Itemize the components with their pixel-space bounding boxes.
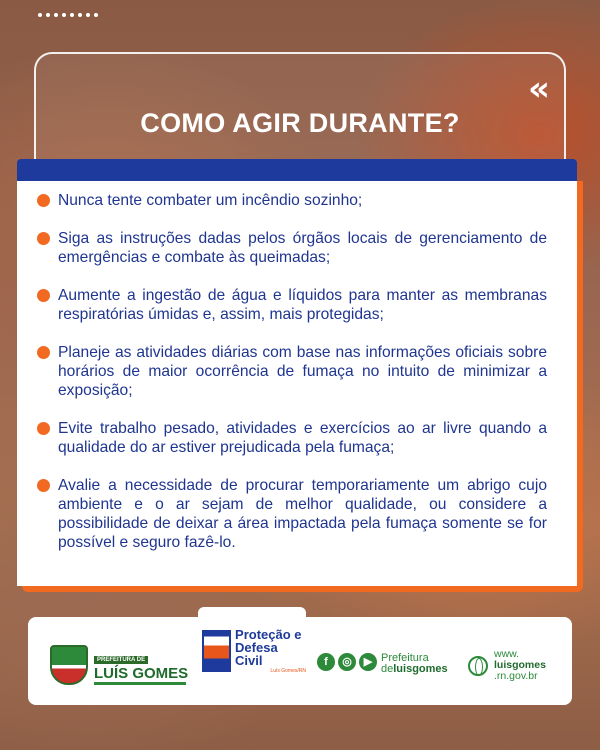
- city-crest-icon: [50, 645, 88, 685]
- bullet-dot-icon: [37, 194, 50, 207]
- list-item-text: Nunca tente combater um incêndio sozinho;: [58, 192, 363, 209]
- web-line2: luisgomes: [494, 659, 546, 671]
- web-line3: .rn.gov.br: [494, 670, 538, 682]
- luis-logo-small-text: PREFEITURA DE: [94, 656, 148, 664]
- footer-logos: [28, 617, 572, 705]
- globe-icon: [468, 656, 488, 676]
- list-item: [37, 286, 547, 324]
- handle-prefix: de: [381, 663, 394, 675]
- protecao-defesa-civil-logo: [198, 607, 306, 695]
- list-item-text: Siga as instruções dadas pelos órgãos locais de gerenciamento de emergências e combate às queimadas;: [58, 230, 547, 266]
- bullet-dot-icon: [37, 289, 50, 302]
- defesa-civil-emblem-icon: [202, 630, 231, 672]
- handle-name: luisgomes: [393, 663, 448, 675]
- list-item-text: Planeje as atividades diárias com base nas informações oficiais sobre horários de maior ocorrência de fumaça no intuito de minimizar a exposição;: [58, 344, 547, 399]
- bullet-dot-icon: [37, 422, 50, 435]
- instagram-icon[interactable]: ◎: [338, 653, 356, 671]
- guidance-card: [17, 181, 577, 586]
- list-item: [37, 191, 547, 210]
- list-item: [37, 343, 547, 400]
- double-chevron-left-icon[interactable]: «: [528, 69, 542, 109]
- guidance-list: [17, 181, 577, 552]
- luis-logo-underline: [94, 682, 186, 685]
- page-title: COMO AGIR DURANTE?: [140, 108, 460, 138]
- social-handle: [381, 653, 448, 675]
- list-item: [37, 229, 547, 267]
- web-line1: www.: [494, 648, 520, 660]
- bullet-dot-icon: [37, 346, 50, 359]
- list-item-text: Evite trabalho pesado, atividades e exercícios ao ar livre quando a qualidade do ar estiver prejudicada pela fumaça;: [58, 420, 547, 456]
- social-icons: [317, 653, 377, 671]
- facebook-icon[interactable]: f: [317, 653, 335, 671]
- youtube-icon[interactable]: ▶: [359, 653, 377, 671]
- handle-line1: Prefeitura: [381, 652, 429, 664]
- decorative-dots: [38, 13, 98, 17]
- list-item-text: Avalie a necessidade de procurar temporariamente um abrigo cujo ambiente e o ar sejam de melhor qualidade, ou considere a possibilidade de deixar a área impactada pela fumaça somente se for possível e seguro fazê-lo.: [58, 477, 547, 551]
- pdc-line1: Proteção e: [235, 627, 302, 642]
- prefeitura-luis-gomes-logo: [50, 645, 188, 685]
- luis-logo-name: LUÍS GOMES: [94, 664, 189, 682]
- list-item: [37, 419, 547, 457]
- list-item: [37, 476, 547, 552]
- website-link[interactable]: [468, 649, 546, 682]
- bullet-dot-icon: [37, 479, 50, 492]
- pdc-subtitle: Luís Gomes/RN: [270, 668, 306, 674]
- list-item-text: Aumente a ingestão de água e líquidos para manter as membranas respiratórias úmidas e, assim, mais protegidas;: [58, 287, 547, 323]
- pdc-line2: Defesa Civil: [235, 640, 278, 668]
- bullet-dot-icon: [37, 232, 50, 245]
- card-top-bar: [17, 159, 577, 181]
